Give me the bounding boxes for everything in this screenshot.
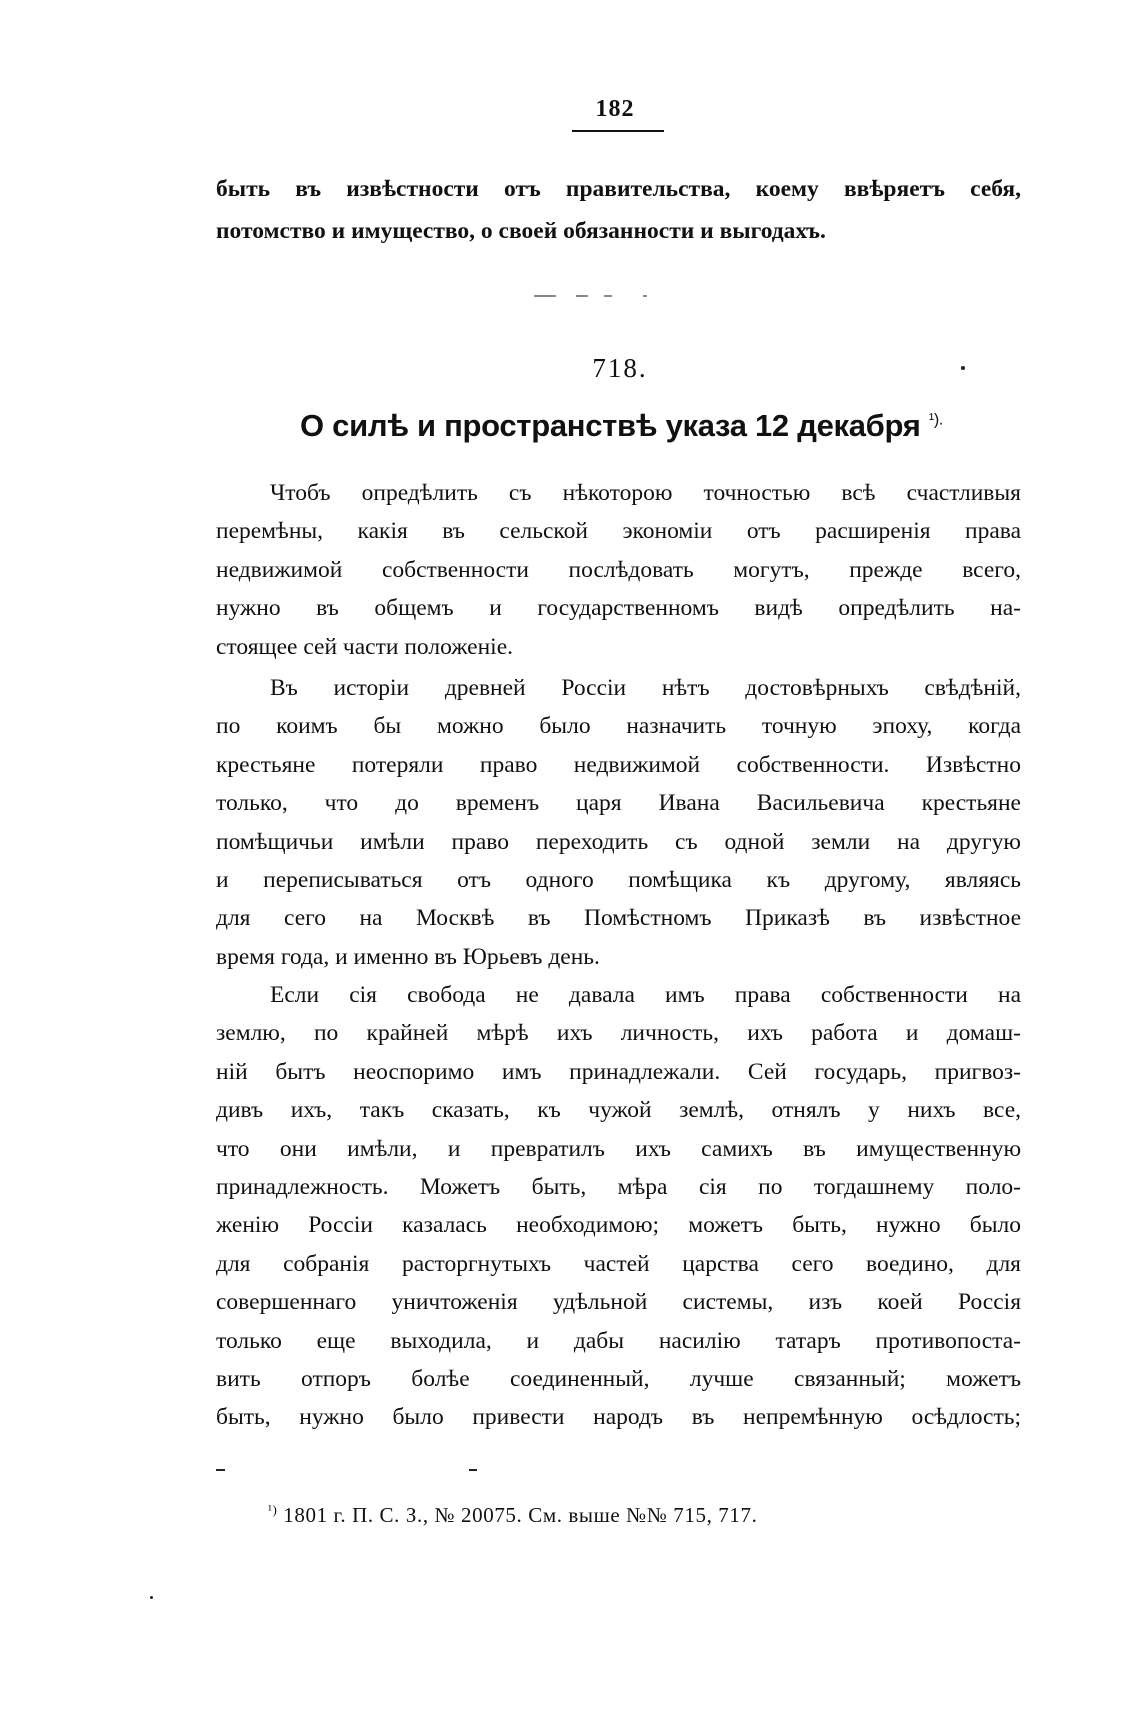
paragraph-line: только, что до временъ царя Ивана Васильевича крестьяне: [216, 790, 1021, 817]
paragraph-2: [216, 669, 1021, 976]
paragraph-line: Если сія свобода не давала имъ права собственности на: [270, 982, 1021, 1008]
paragraph-line: ній бытъ неоспоримо имъ принадлежали. Сей государь, пригвоз-: [216, 1058, 1021, 1085]
paragraph-line: землю, по крайней мѣрѣ ихъ личность, ихъ работа и домаш-: [216, 1020, 1021, 1047]
paragraph-line: помѣщичьи имѣли право переходить съ одной земли на другую: [216, 828, 1021, 855]
paragraph-line: крестьяне потеряли право недвижимой собственности. Извѣстно: [216, 751, 1021, 778]
article-title-footnote-mark: ¹).: [928, 411, 944, 429]
paragraph-line: время года, и именно въ Юрьевъ день.: [216, 943, 600, 970]
carry-line-1: быть въ извѣстности отъ правительства, коему ввѣряетъ себя,: [216, 176, 1021, 202]
paragraph-line: перемѣны, какія въ сельской экономіи отъ расширенія права: [216, 518, 1021, 545]
carry-line-2: потомство и имущество, о своей обязанности и выгодахъ.: [216, 218, 826, 244]
paragraph-line: дивъ ихъ, такъ сказать, къ чужой землѣ, отнялъ у нихъ все,: [216, 1097, 1021, 1124]
section-separator-dash: [534, 295, 556, 297]
print-speck: [150, 1596, 153, 1599]
paragraph-line: быть, нужно было привести народъ въ непремѣнную осѣдлость;: [216, 1404, 1021, 1431]
paragraph-line: для собранія расторгнутыхъ частей царства сего воедино, для: [216, 1250, 1021, 1277]
paragraph-line: что они имѣли, и превратилъ ихъ самихъ въ имущественную: [216, 1135, 1021, 1162]
paragraph-line: и переписываться отъ одного помѣщика къ другому, являясь: [216, 866, 1021, 893]
section-separator-dash: [576, 295, 588, 297]
footnote-text: 1801 г. П. С. З., № 20075. См. выше №№ 715, 717.: [283, 1503, 758, 1527]
paragraph-line: для сего на Москвѣ въ Помѣстномъ Приказѣ въ извѣстное: [216, 905, 1021, 932]
paragraph-line: недвижимой собственности послѣдовать могутъ, прежде всего,: [216, 556, 1021, 583]
footnote-mark: ¹): [268, 1502, 278, 1517]
article-number: 718.: [592, 353, 648, 383]
paragraph-3: [216, 976, 1021, 1437]
paragraph-line: вить отпоръ болѣе соединенный, лучше связанный; можетъ: [216, 1365, 1021, 1392]
paragraph-line: нужно въ общемъ и государственномъ видѣ опредѣлить на-: [216, 595, 1021, 622]
paragraph-line: женію Россіи казалась необходимою; можетъ быть, нужно было: [216, 1212, 1021, 1239]
footnote: [268, 1502, 757, 1528]
paragraph-1: [216, 474, 1021, 666]
footnote-rule: [469, 1469, 477, 1471]
paragraph-line: Чтобъ опредѣлить съ нѣкоторою точностью всѣ счастливыя: [270, 480, 1021, 506]
paragraph-line: по коимъ бы можно было назначить точную эпоху, когда: [216, 713, 1021, 740]
print-speck: [961, 366, 965, 370]
article-title-text: О силѣ и пространствѣ указа 12 декабря: [300, 408, 921, 443]
page-number-rule: [572, 130, 664, 132]
footnote-rule: [216, 1469, 225, 1471]
page-number: 182: [595, 96, 635, 122]
paragraph-line: стоящее сей части положеніе.: [216, 633, 514, 660]
paragraph-line: совершеннаго уничтоженія удѣльной системы, изъ коей Россія: [216, 1289, 1021, 1316]
article-title: [300, 408, 944, 444]
section-separator-dash: [643, 295, 647, 297]
paragraph-line: принадлежность. Можетъ быть, мѣра сія по тогдашнему поло-: [216, 1173, 1021, 1200]
paragraph-line: только еще выходила, и дабы насилію татаръ противопоста-: [216, 1327, 1021, 1354]
paragraph-line: Въ исторіи древней Россіи нѣтъ достовѣрныхъ свѣдѣній,: [270, 675, 1021, 701]
carry-over-text: [216, 168, 1021, 252]
section-separator-dash: [604, 295, 612, 297]
